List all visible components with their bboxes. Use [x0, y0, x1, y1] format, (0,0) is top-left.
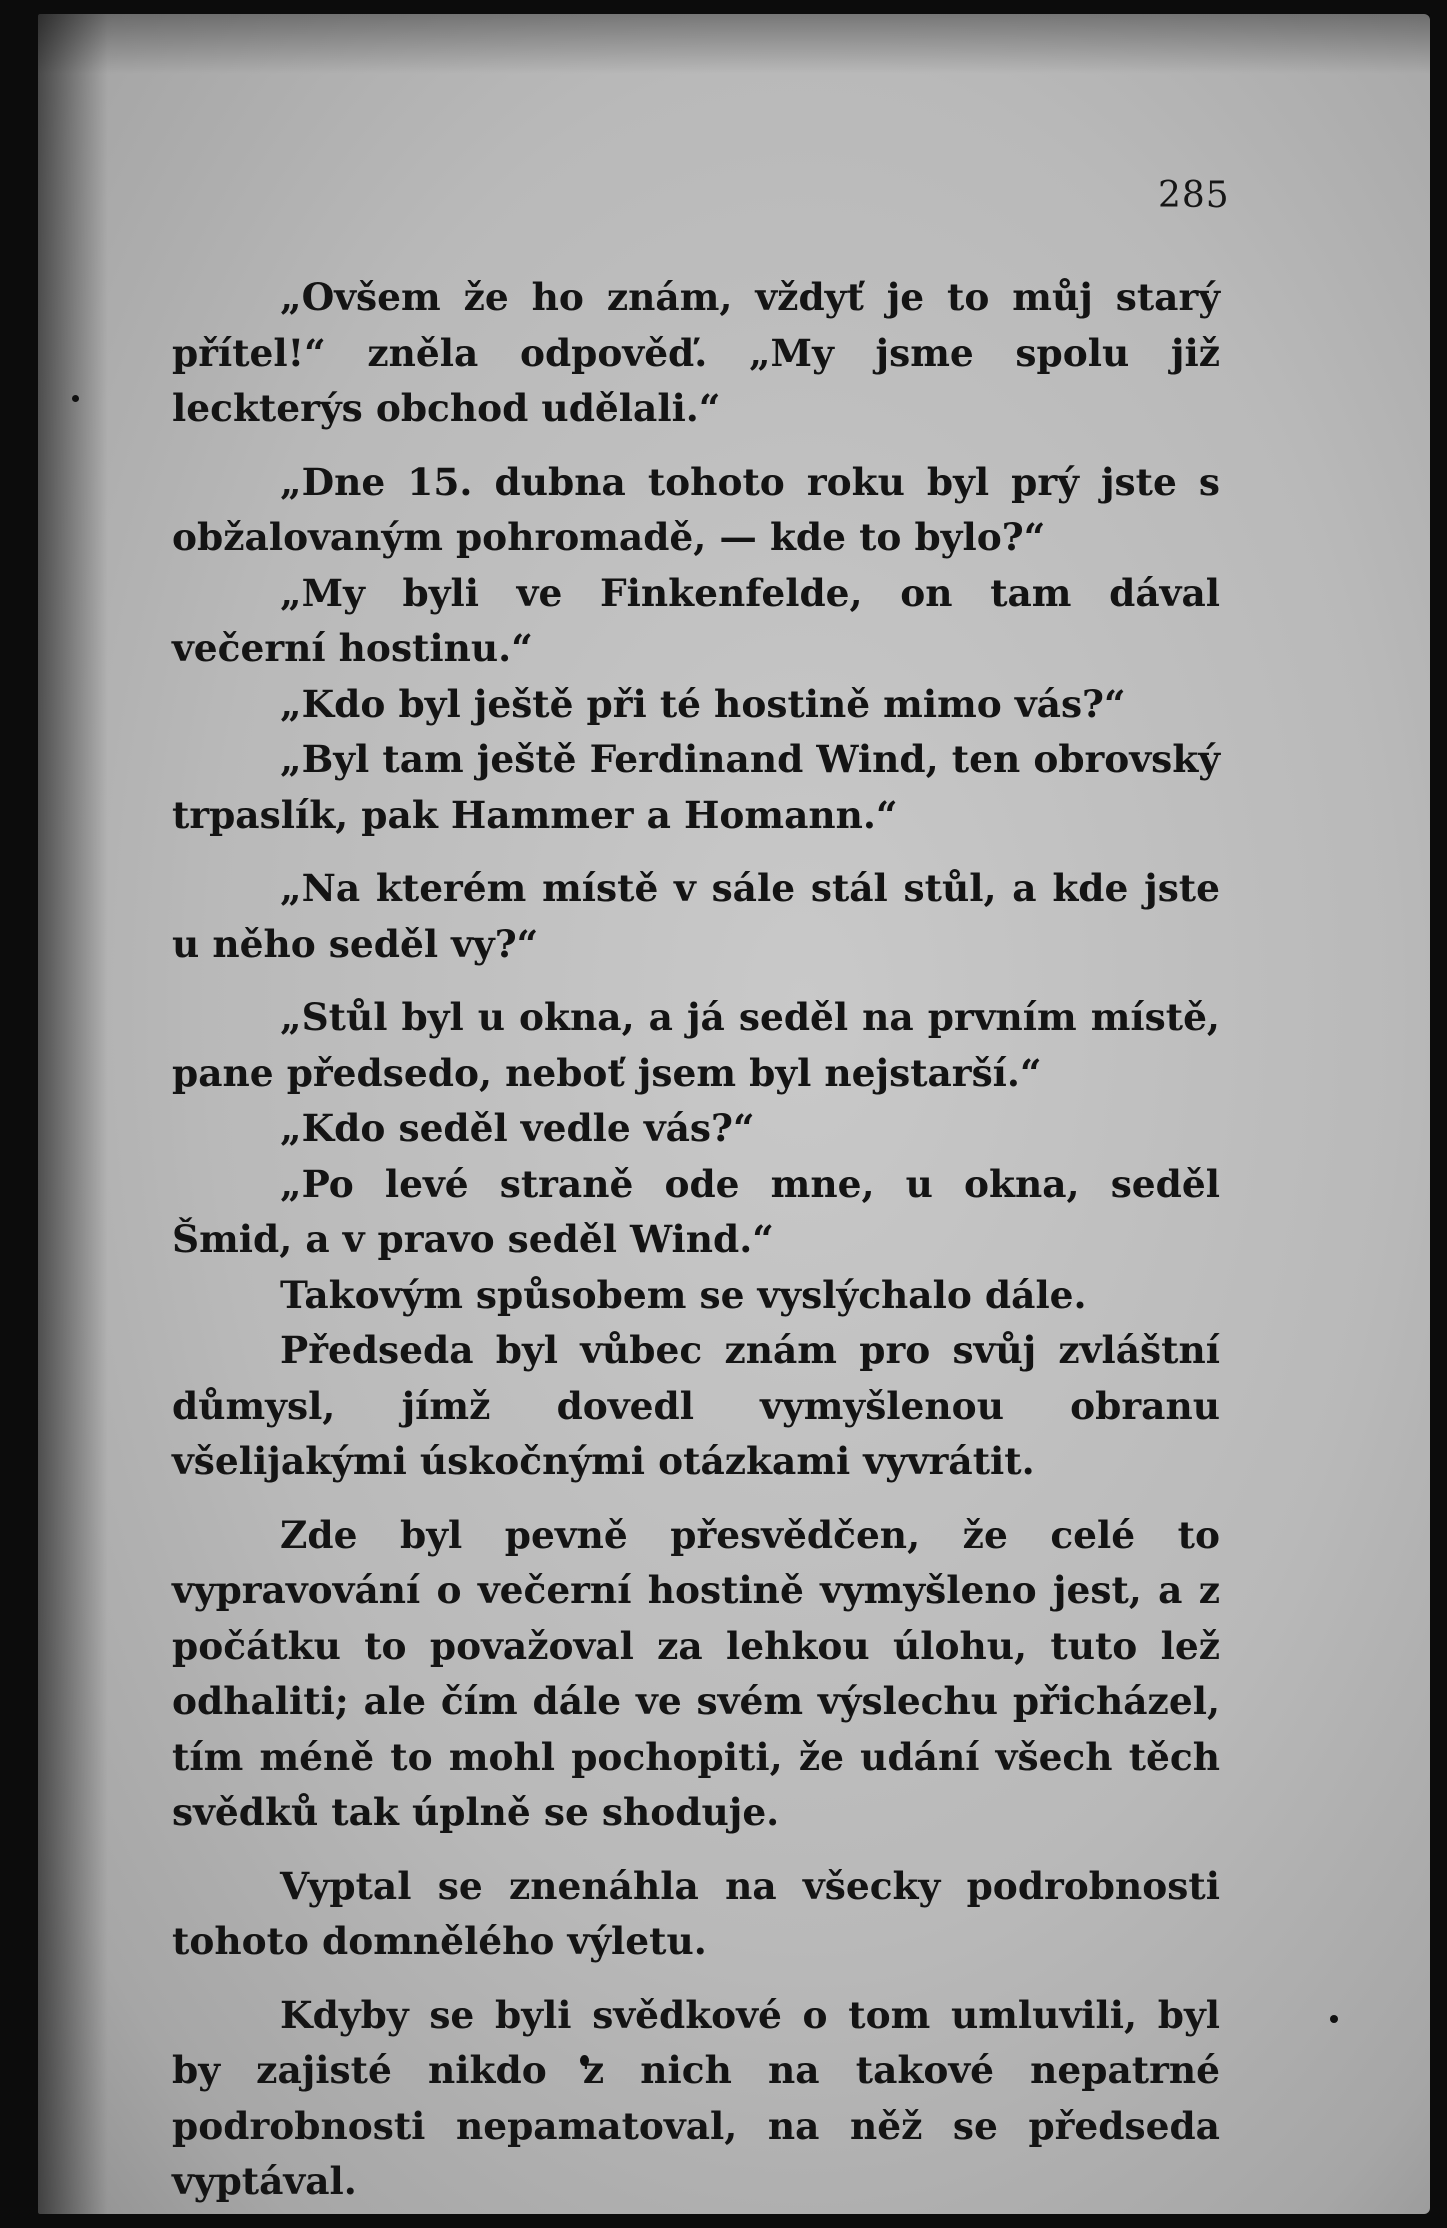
binding-shadow [38, 14, 108, 2214]
ink-speck [72, 395, 79, 402]
paragraph: „Dne 15. dubna tohoto roku byl prý jste s obžalovaným pohromadě, — kde to bylo?“ [172, 459, 1220, 559]
paragraph: Předseda byl vůbec znám pro svůj zvláštní důmysl, jímž dovedl vymyšlenou obranu všelijakými úskočnými otázkami vyvrátit. [172, 1328, 1220, 1483]
paragraph: „Kdo seděl vedle vás?“ [280, 1106, 755, 1150]
paragraph: „Ovšem že ho znám, vždyť je to můj starý přítel!“ zněla odpověď. „My jsme spolu již leckterýs obchod udělali.“ [172, 275, 1220, 430]
paragraph: „Po levé straně ode mne, u okna, seděl Šmid, a v pravo seděl Wind.“ [172, 1161, 1220, 1261]
ink-speck [1330, 2015, 1338, 2023]
paragraph: Zde byl pevně přesvědčen, že celé to vypravování o večerní hostině vymyšleno jest, a z počátku to považoval za lehkou úlohu, tuto lež odhaliti; ale čím dále ve svém výslechu přicházel, tím méně to mohl pochopiti, že udání všech těch svědků tak úplně se shoduje. [172, 1512, 1220, 1834]
page-number: 285 [1158, 175, 1230, 216]
paragraph: „Byl tam ještě Ferdinand Wind, ten obrovský trpaslík, pak Hammer a Homann.“ [172, 737, 1220, 837]
paragraph: Kdyby se byli svědkové o tom umluvili, byl by zajisté nikdo z nich na takové nepatrné podrobnosti nepamatoval, na něž se předseda vyptával. [172, 1992, 1220, 2203]
paragraph: „My byli ve Finkenfelde, on tam dával večerní hostinu.“ [172, 570, 1220, 670]
paragraph: „Stůl byl u okna, a já seděl na prvním místě, pane předsedo, neboť jsem byl nejstarší.“ [172, 995, 1220, 1095]
top-edge-shadow [38, 14, 1430, 74]
paragraph: „Kdo byl ještě při té hostině mimo vás?“ [280, 681, 1126, 726]
body-text [172, 270, 1220, 2210]
paragraph: Takovým spůsobem se vyslýchalo dále. [280, 1272, 1087, 1317]
paragraph: Vyptal se znenáhla na všecky podrobnosti tohoto domnělého výletu. [172, 1863, 1220, 1963]
paragraph: „Na kterém místě v sále stál stůl, a kde jste u něho seděl vy?“ [172, 866, 1220, 966]
